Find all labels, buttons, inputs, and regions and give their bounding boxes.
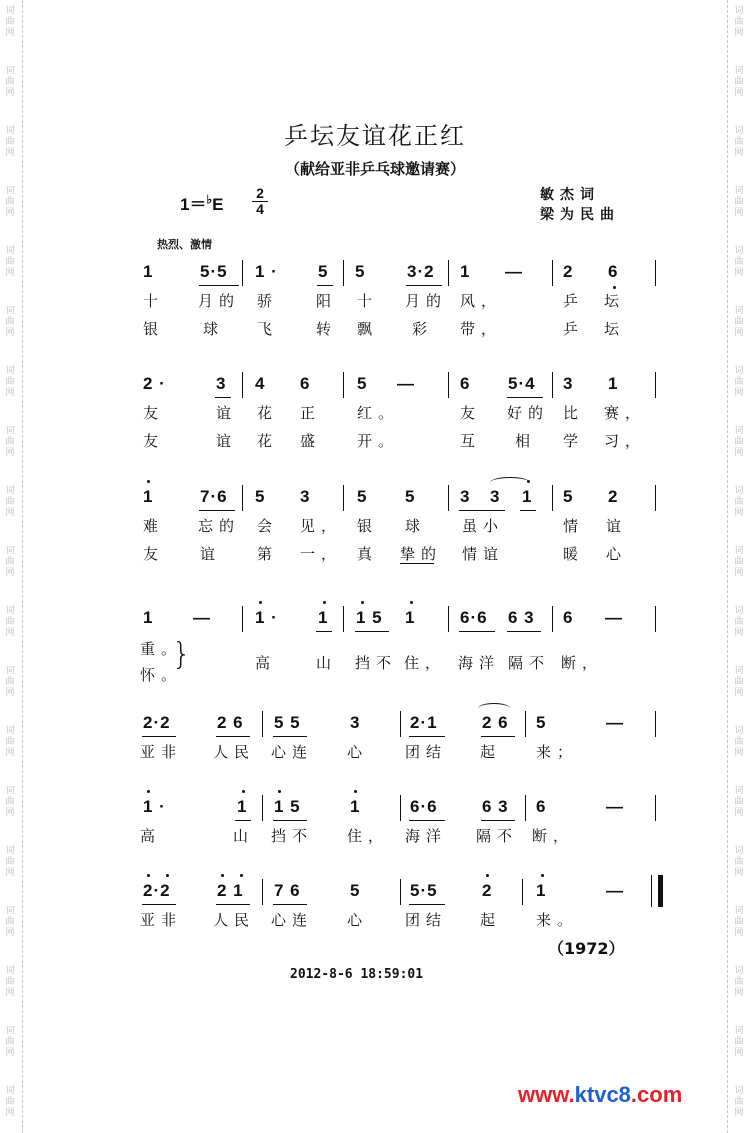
lyric: 学 [563, 432, 585, 450]
lyric: 心连 [271, 911, 314, 929]
time-signature-bottom: 4 [252, 201, 268, 217]
note: 5·5 [200, 262, 228, 281]
note: 7·6 [200, 487, 228, 506]
lyric: 银 [143, 320, 165, 338]
side-watermark-text: 词 曲 网 [5, 846, 15, 878]
lyric: 山 [233, 827, 255, 845]
note: 2 · [143, 374, 166, 393]
lyric: 花 [257, 404, 279, 422]
lyric: 阳 [316, 292, 338, 310]
note: 1 · [255, 608, 278, 627]
lyric: 友 [143, 545, 165, 563]
lyric: 挚的 [400, 545, 443, 563]
lyric: 忘的 [198, 517, 241, 535]
side-watermark-text: 词 曲 网 [734, 366, 744, 398]
lyric: 住， [347, 827, 390, 845]
lyric: 一， [300, 545, 343, 563]
lyric: 断， [561, 654, 604, 672]
lyric: 风， [460, 292, 503, 310]
note: 6 [460, 374, 471, 393]
lyric: 怀。 [140, 666, 183, 684]
note: 3 [216, 374, 227, 393]
note: 6 [563, 608, 574, 627]
lyric: 球 [405, 517, 427, 535]
note: 1 [522, 487, 533, 506]
composition-year: （1972） [548, 939, 625, 958]
lyric: 友 [460, 404, 482, 422]
note: 1 [536, 881, 547, 900]
lyric: 互 [460, 432, 482, 450]
lyric: 重。 [140, 640, 183, 658]
lyric: 断， [532, 827, 575, 845]
note: 1 · [255, 262, 278, 281]
side-watermark-text: 词 曲 网 [734, 426, 744, 458]
lyric: 月的 [405, 292, 448, 310]
site-watermark[interactable] [518, 1082, 682, 1108]
side-watermark-text: 词 曲 网 [5, 906, 15, 938]
note: 6 3 [482, 797, 509, 816]
note: 7 6 [274, 881, 301, 900]
note: 6 [608, 262, 619, 281]
lyric: 隔不 [508, 654, 551, 672]
note: 1 [460, 262, 471, 281]
lyric: 暖 [563, 545, 585, 563]
lyric: 飘 [357, 320, 379, 338]
side-watermark-text: 词 曲 网 [734, 786, 744, 818]
note: 1 [143, 608, 154, 627]
lyric: 盛 [300, 432, 322, 450]
note: 2 [482, 881, 493, 900]
note: 3 [490, 487, 501, 506]
lyric: 乒 [563, 320, 585, 338]
note: 1 [143, 262, 154, 281]
side-watermark-text: 词 曲 网 [5, 966, 15, 998]
brace-icon: } [172, 637, 192, 672]
timestamp: 2012-8-6 18:59:01 [290, 967, 424, 982]
time-signature [252, 186, 268, 217]
note: — [193, 608, 211, 627]
note: 1 5 [356, 608, 383, 627]
lyric: 隔不 [476, 827, 519, 845]
side-watermark-text: 词 曲 网 [734, 486, 744, 518]
song-subtitle: （献给亚非乒乓球邀请赛） [284, 160, 465, 178]
lyric: 赛， [604, 404, 647, 422]
lyric: 住， [404, 654, 447, 672]
note: 3 [460, 487, 471, 506]
lyric: 起 [480, 743, 502, 761]
lyric: 人民 [213, 911, 256, 929]
lyric: 友 [143, 432, 165, 450]
lyric: 见， [300, 517, 343, 535]
lyric: 开。 [357, 432, 400, 450]
lyric: 带， [460, 320, 503, 338]
note: — [605, 608, 623, 627]
side-watermark-text: 词 曲 网 [5, 366, 15, 398]
note: 1 [350, 797, 361, 816]
site-prefix: www. [518, 1082, 575, 1107]
note: — [505, 262, 523, 281]
note: 6·6 [410, 797, 438, 816]
note: 1 [237, 797, 248, 816]
flat-icon: ♭ [206, 192, 213, 207]
note: 5 [357, 374, 368, 393]
lyric: 团结 [405, 911, 448, 929]
lyric: 亚非 [140, 911, 183, 929]
side-watermark-text: 词 曲 网 [5, 786, 15, 818]
lyric: 情谊 [462, 545, 505, 563]
lyric: 情 [563, 517, 585, 535]
site-name: ktvc8 [574, 1082, 631, 1107]
lyric: 飞 [257, 320, 279, 338]
note: 1 [405, 608, 416, 627]
note: 2·1 [410, 713, 438, 732]
site-suffix: .com [630, 1082, 683, 1107]
side-watermark-text: 词 曲 网 [734, 906, 744, 938]
lyric: 比 [563, 404, 585, 422]
side-watermark-text: 词 曲 网 [5, 186, 15, 218]
side-watermark-text: 词 曲 网 [734, 126, 744, 158]
lyric: 团结 [405, 743, 448, 761]
note: — [397, 374, 415, 393]
lyric: 花 [257, 432, 279, 450]
note: 2 [563, 262, 574, 281]
lyric: 相 [515, 432, 537, 450]
note: 5·5 [410, 881, 438, 900]
final-barline [651, 875, 663, 907]
side-watermark-text: 词 曲 网 [5, 66, 15, 98]
lyric: 十 [143, 292, 165, 310]
side-watermark-text: 词 曲 网 [5, 1026, 15, 1058]
note: 6 [536, 797, 547, 816]
note: 1 · [143, 797, 166, 816]
note: 5 [350, 881, 361, 900]
note: — [606, 881, 624, 900]
lyric: 球 [203, 320, 225, 338]
note: 5 5 [274, 713, 301, 732]
side-watermark-text: 词 曲 网 [734, 546, 744, 578]
note: 3 [563, 374, 574, 393]
lyric: 高 [255, 654, 277, 672]
lyric: 亚非 [140, 743, 183, 761]
lyricist-credit: 敏杰词 [540, 187, 600, 203]
lyric: 红。 [357, 404, 400, 422]
lyric: 谊 [216, 432, 238, 450]
note: — [606, 797, 624, 816]
lyric: 骄 [257, 292, 279, 310]
side-watermark-text: 词 曲 网 [5, 1086, 15, 1118]
note: 2·2 [143, 713, 171, 732]
lyric: 高 [140, 827, 162, 845]
lyric: 心 [347, 743, 369, 761]
note: 3 [350, 713, 361, 732]
lyric: 坛 [604, 320, 626, 338]
side-watermark-text: 词 曲 网 [734, 846, 744, 878]
lyric: 海洋 [458, 654, 501, 672]
lyric: 来。 [536, 911, 579, 929]
note: 5·4 [508, 374, 536, 393]
lyric: 友 [143, 404, 165, 422]
side-watermark-text: 词 曲 网 [5, 606, 15, 638]
lyric: 心 [347, 911, 369, 929]
note: 3·2 [407, 262, 435, 281]
side-watermark-text: 词 曲 网 [734, 666, 744, 698]
note: 1 [143, 487, 154, 506]
time-signature-top: 2 [256, 185, 264, 201]
lyric: 真 [357, 545, 379, 563]
note: — [606, 713, 624, 732]
side-watermark-text: 词 曲 网 [734, 306, 744, 338]
tempo-marking: 热烈、激情 [157, 238, 212, 251]
note: 5 [318, 262, 329, 281]
note: 1 [318, 608, 329, 627]
note: 6 3 [508, 608, 535, 627]
side-watermark-text: 词 曲 网 [5, 306, 15, 338]
key-signature: 1＝♭E [180, 192, 224, 214]
side-watermark-text: 词 曲 网 [5, 126, 15, 158]
side-watermark-text: 词 曲 网 [5, 666, 15, 698]
side-watermark-text: 词 曲 网 [734, 246, 744, 278]
side-watermark-text: 词 曲 网 [734, 6, 744, 38]
side-watermark-text: 词 曲 网 [5, 426, 15, 458]
side-watermark-text: 词 曲 网 [5, 546, 15, 578]
note: 5 [405, 487, 416, 506]
note: 2·2 [143, 881, 171, 900]
lyric: 坛 [604, 292, 626, 310]
song-title: 乒坛友谊花正红 [284, 122, 466, 150]
lyric: 海洋 [405, 827, 448, 845]
side-watermark-text: 词 曲 网 [734, 1086, 744, 1118]
side-watermark-text: 词 曲 网 [734, 726, 744, 758]
lyric: 好的 [507, 404, 550, 422]
lyric: 挡不 [271, 827, 314, 845]
composer-credit: 梁为民曲 [540, 207, 620, 223]
note: 5 [536, 713, 547, 732]
lyric: 心 [606, 545, 628, 563]
side-watermark-text: 词 曲 网 [5, 6, 15, 38]
note: 5 [255, 487, 266, 506]
lyric: 第 [257, 545, 279, 563]
note: 1 [608, 374, 619, 393]
lyric: 谊 [200, 545, 222, 563]
lyric: 银 [357, 517, 379, 535]
lyric: 乒 [563, 292, 585, 310]
lyric: 十 [357, 292, 379, 310]
note: 4 [255, 374, 266, 393]
lyric: 谊 [606, 517, 628, 535]
lyric: 彩 [412, 320, 434, 338]
note: 2 1 [217, 881, 244, 900]
side-watermark-text: 词 曲 网 [5, 246, 15, 278]
note: 6 [300, 374, 311, 393]
lyric: 挡不 [355, 654, 398, 672]
side-watermark-text: 词 曲 网 [734, 186, 744, 218]
side-watermark-text: 词 曲 网 [734, 606, 744, 638]
lyric: 难 [143, 517, 165, 535]
lyric: 正 [300, 404, 322, 422]
lyric: 谊 [216, 404, 238, 422]
side-watermark-text: 词 曲 网 [5, 486, 15, 518]
lyric: 起 [480, 911, 502, 929]
lyric: 来； [536, 743, 579, 761]
note: 2 6 [482, 713, 509, 732]
side-watermark-text: 词 曲 网 [734, 66, 744, 98]
note: 2 [608, 487, 619, 506]
lyric: 虽小 [462, 517, 505, 535]
note: 5 [563, 487, 574, 506]
lyric: 会 [257, 517, 279, 535]
lyric: 人民 [213, 743, 256, 761]
note: 1 5 [274, 797, 301, 816]
note: 6·6 [460, 608, 488, 627]
lyric: 习， [604, 432, 647, 450]
lyric: 山 [316, 654, 338, 672]
side-watermark-text: 词 曲 网 [734, 966, 744, 998]
side-watermark-text: 词 曲 网 [5, 726, 15, 758]
note: 3 [300, 487, 311, 506]
note: 5 [357, 487, 368, 506]
lyric: 心连 [271, 743, 314, 761]
note: 5 [355, 262, 366, 281]
side-watermark-text: 词 曲 网 [734, 1026, 744, 1058]
lyric: 月的 [198, 292, 241, 310]
lyric: 转 [316, 320, 338, 338]
note: 2 6 [217, 713, 244, 732]
